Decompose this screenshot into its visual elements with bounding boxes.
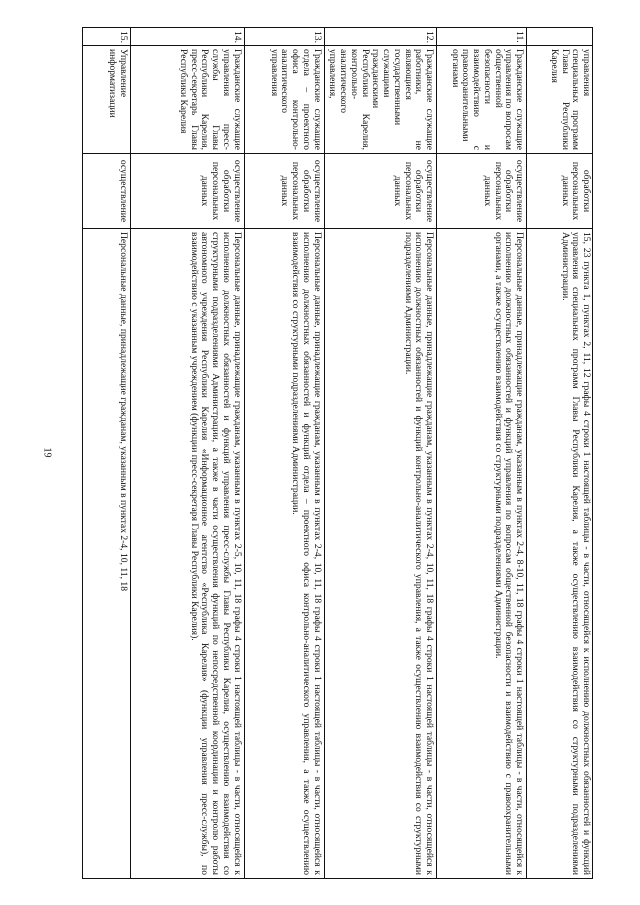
action-cell: обработки персональных данных: [527, 154, 593, 229]
table-row: [130, 28, 244, 879]
row-number: 11.: [437, 28, 527, 46]
personal-data-cell: 15, 23 пункта 1, пунктах 2, 11, 12 графы 4 строки 1 настоящей таблицы - в части, относящейся к исполнению должностных обязанностей и функций управления специальных программ Главы Республики Карелия, а также осуществлению взаимодействия со структурными подразделениями Администрации.: [527, 229, 593, 879]
personal-data-cell: Персональные данные, принадлежащие гражданам, указанным в пунктах 2-4, 10, 11, 18: [82, 229, 130, 879]
personal-data-cell: Персональные данные, принадлежащие гражданам, указанным в пунктах 2-4, 10, 11, 18 графы 4 строки 1 настоящей таблицы - в части, относящейся к исполнению должностных обязанностей и функций контрольно-аналитического управления, а также осуществлению взаимодействия со структурными подразделениями Администрации.: [324, 229, 436, 879]
responsible-cell: Гражданские служащие отдела – проектного офиса контрольно-аналитического управления: [244, 46, 324, 154]
personal-data-cell: Персональные данные, принадлежащие гражданам, указанным в пунктах 2-4, 10, 11, 18 графы 4 строки 1 настоящей таблицы - в части, относящейся к исполнению должностных обязанностей и функций отдела – проектного офиса контрольно-аналитического управления, а также осуществлению взаимодействия со структурными подразделениями Администрации.: [244, 229, 324, 879]
personal-data-cell: Персональные данные, принадлежащие гражданам, указанным в пунктах 2-4, 8-10, 11, 18 графы 4 строки 1 настоящей таблицы - в части, относящейся к исполнению должностных обязанностей и функций управления по вопросам общественной безопасности и взаимодействию с правоохранительными органами, а также осуществлению взаимодействия со структурными подразделениями Администрации.: [437, 229, 527, 879]
action-cell: осуществление обработки персональных данных: [324, 154, 436, 229]
responsible-cell: управления специальных программ Главы Республики Карелия: [527, 46, 593, 154]
row-number: 15.: [82, 28, 130, 46]
personal-data-table: [82, 27, 593, 879]
page-number: 19: [41, 447, 53, 458]
table-row: [324, 28, 436, 879]
action-cell: осуществление обработки персональных данных: [437, 154, 527, 229]
action-cell: осуществление обработки персональных данных: [130, 154, 244, 229]
responsible-cell: Управление информатизации: [82, 46, 130, 154]
row-number: 14.: [130, 28, 244, 46]
table-row: [437, 28, 527, 879]
table-row: [527, 28, 593, 879]
personal-data-cell: Персональные данные, принадлежащие гражданам, указанным в пунктах 2-5, 10, 11, 18 графы 4 строки 1 настоящей таблицы - в части, относящейся к исполнению должностных обязанностей и функций управления пресс-службы Главы Республики Карелия, осуществлению взаимодействия со структурными подразделениями Администрации, а также в части осуществления функций по непосредственной координации и контролю работы автономного учреждения Республики Карелия «Информационное агентство «Республика Карелия» (функции управления пресс-службы), по взаимодействию с указанным учреждением (функции пресс-секретаря Главы Республики Карелия).: [130, 229, 244, 879]
row-number: 12.: [324, 28, 436, 46]
rotated-page-content: [62, 27, 593, 878]
row-number: [527, 28, 593, 46]
action-cell: осуществление: [82, 154, 130, 229]
responsible-cell: Гражданские служащие управления по вопросам общественной безопасности и взаимодействию с правоохранительными органами: [437, 46, 527, 154]
responsible-cell: Гражданские служащие работники, не являющиеся государственными служащими гражданскими Республики Карелия, контрольно-аналитического управления,: [324, 46, 436, 154]
responsible-cell: Гражданские служащие управления пресс-службы Главы Республики Карелия, пресс-секретарь Главы Республики Карелия: [130, 46, 244, 154]
table-row: [244, 28, 324, 879]
table-row: [82, 28, 130, 879]
action-cell: осуществление обработки персональных данных: [244, 154, 324, 229]
row-number: 13.: [244, 28, 324, 46]
